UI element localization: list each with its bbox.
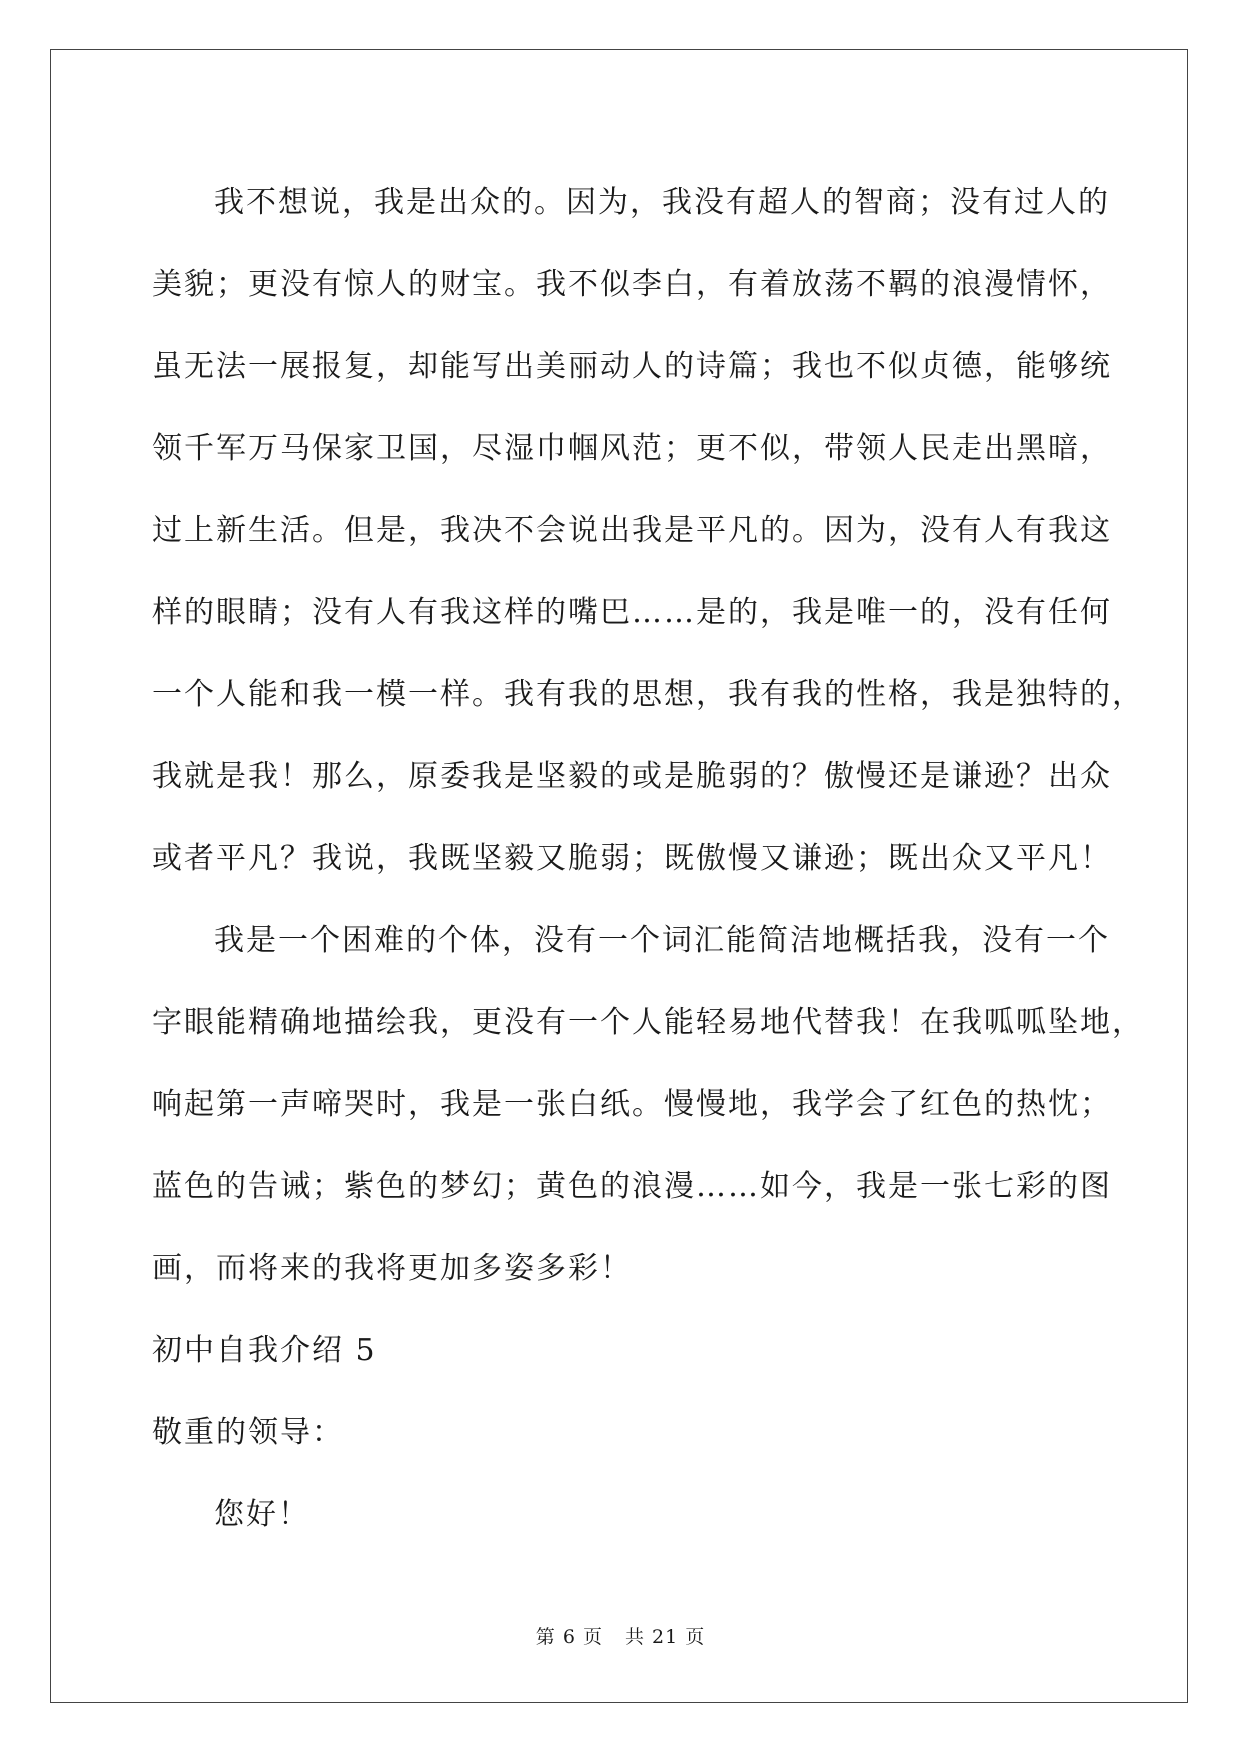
text-line: 蓝色的告诫；紫色的梦幻；黄色的浪漫……如今，我是一张七彩的图 (152, 1169, 1112, 1204)
text-line: 响起第一声啼哭时，我是一张白纸。慢慢地，我学会了红色的热忱； (152, 1087, 1112, 1122)
salutation: 敬重的领导： (152, 1415, 344, 1450)
text-line: 美貌；更没有惊人的财宝。我不似李白，有着放荡不羁的浪漫情怀， (152, 267, 1112, 302)
text-line: 领千军万马保家卫国，尽湿巾帼风范；更不似，带领人民走出黑暗， (152, 431, 1112, 466)
text-line: 或者平凡？我说，我既坚毅又脆弱；既傲慢又谦逊；既出众又平凡！ (152, 841, 1112, 876)
text-line: 过上新生活。但是，我决不会说出我是平凡的。因为，没有人有我这 (152, 513, 1112, 548)
greeting: 您好！ (214, 1497, 310, 1532)
page-number: 第 6 页 (535, 1626, 603, 1648)
page-total: 共 21 页 (624, 1626, 706, 1648)
text-line: 字眼能精确地描绘我，更没有一个人能轻易地代替我！在我呱呱坠地， (152, 1005, 1144, 1040)
text-line: 我不想说，我是出众的。因为，我没有超人的智商；没有过人的 (214, 185, 1110, 220)
text-line: 我是一个困难的个体，没有一个词汇能简洁地概括我，没有一个 (214, 923, 1110, 958)
section-heading: 初中自我介绍 5 (152, 1333, 377, 1368)
text-line: 画，而将来的我将更加多姿多彩！ (152, 1251, 632, 1286)
text-line: 样的眼睛；没有人有我这样的嘴巴……是的，我是唯一的，没有任何 (152, 595, 1112, 630)
text-line: 一个人能和我一模一样。我有我的思想，我有我的性格，我是独特的， (152, 677, 1144, 712)
document-body (152, 162, 1144, 1556)
text-line: 虽无法一展报复，却能写出美丽动人的诗篇；我也不似贞德，能够统 (152, 349, 1112, 384)
page-footer (0, 1622, 1241, 1649)
text-line: 我就是我！那么，原委我是坚毅的或是脆弱的？傲慢还是谦逊？出众 (152, 759, 1112, 794)
